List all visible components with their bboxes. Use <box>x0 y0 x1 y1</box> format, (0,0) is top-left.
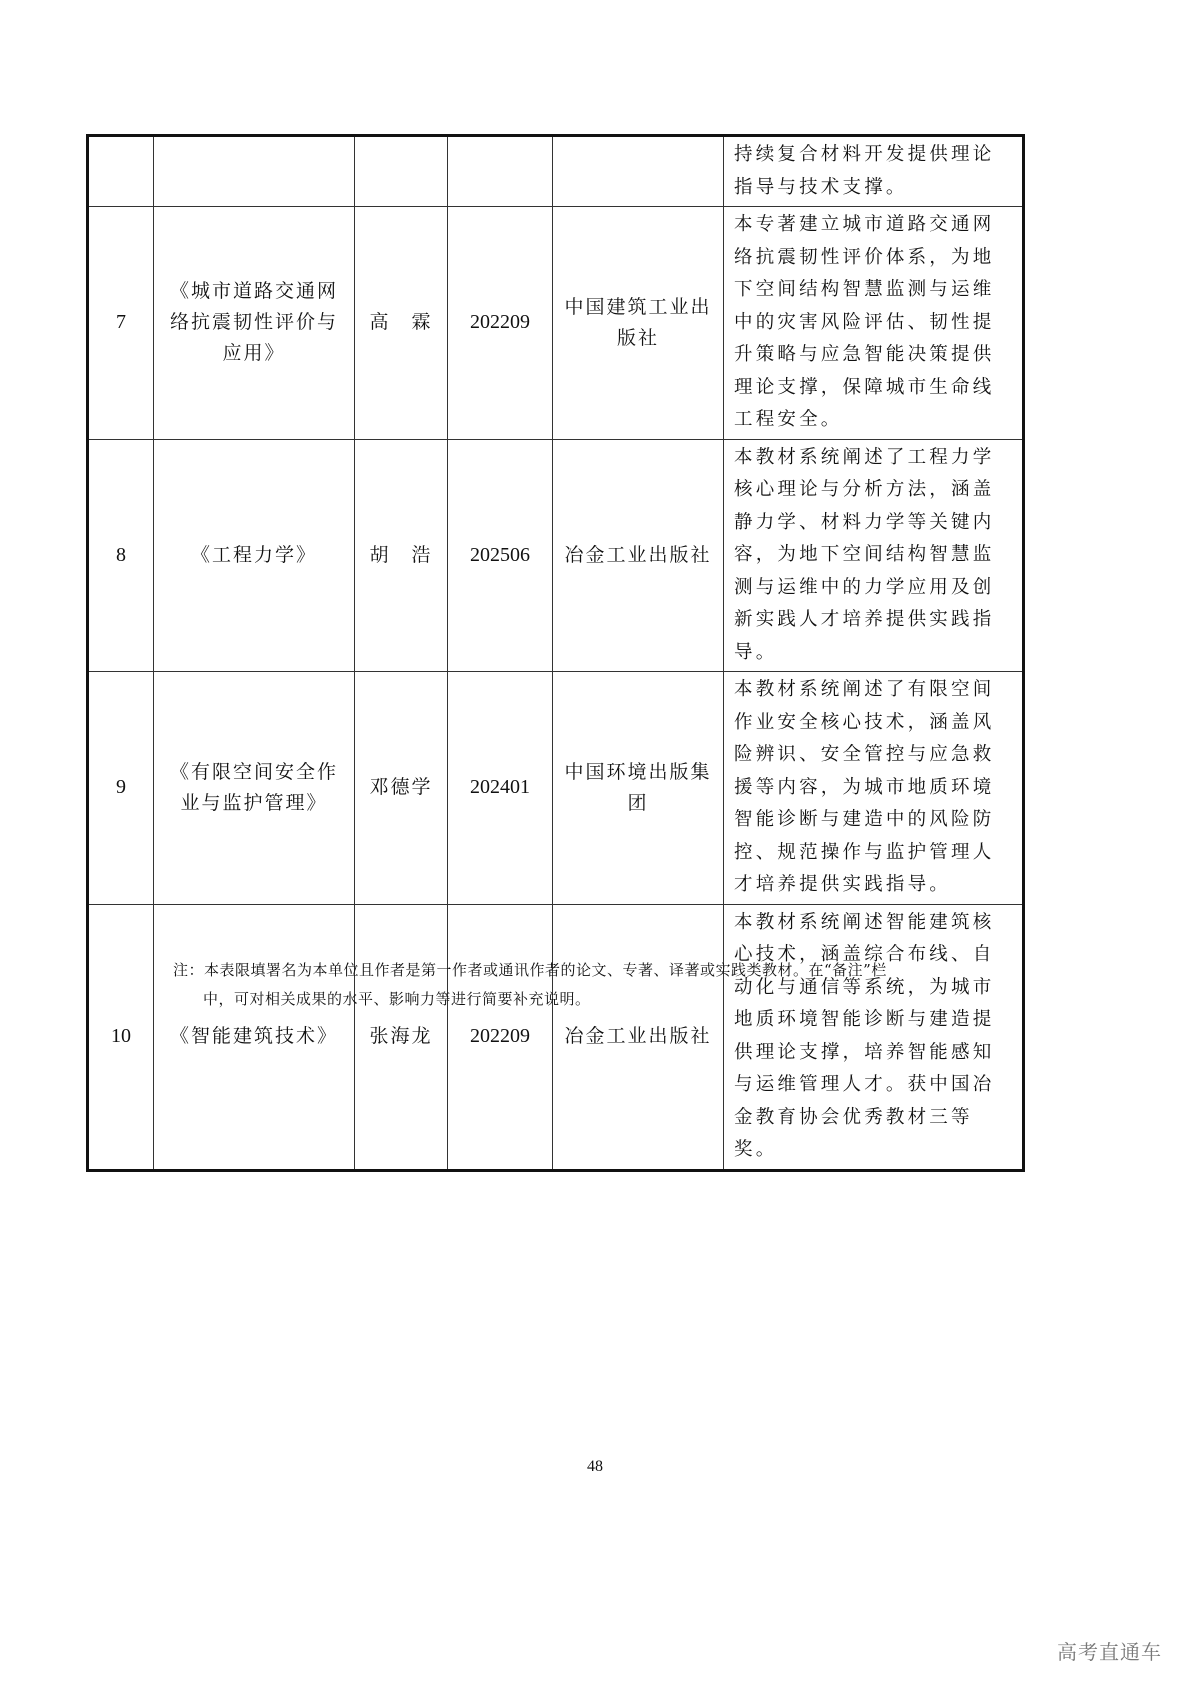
table-row <box>88 439 1024 672</box>
publish-date: 202209 <box>448 207 553 440</box>
row-number: 9 <box>88 672 154 905</box>
author <box>355 136 448 207</box>
author: 胡 浩 <box>355 439 448 672</box>
remarks: 本教材系统阐述了工程力学核心理论与分析方法，涵盖静力学、材料力学等关键内容，为地下空间结构智慧监测与运维中的力学应用及创新实践人才培养提供实践指导。 <box>724 439 1024 672</box>
book-title: 《智能建筑技术》 <box>154 904 355 1170</box>
publish-date <box>448 136 553 207</box>
book-title: 《工程力学》 <box>154 439 355 672</box>
page-number: 48 <box>587 1458 603 1475</box>
author: 张海龙 <box>355 904 448 1170</box>
book-title: 《有限空间安全作业与监护管理》 <box>154 672 355 905</box>
row-number: 7 <box>88 207 154 440</box>
remarks: 持续复合材料开发提供理论指导与技术支撑。 <box>724 136 1024 207</box>
publisher: 中国环境出版集团 <box>553 672 724 905</box>
publisher: 冶金工业出版社 <box>553 904 724 1170</box>
author: 邓德学 <box>355 672 448 905</box>
remarks: 本专著建立城市道路交通网络抗震韧性评价体系，为地下空间结构智慧监测与运维中的灾害风险评估、韧性提升策略与应急智能决策提供理论支撑，保障城市生命线工程安全。 <box>724 207 1024 440</box>
row-number: 8 <box>88 439 154 672</box>
row-number: 10 <box>88 904 154 1170</box>
book-title: 《城市道路交通网络抗震韧性评价与应用》 <box>154 207 355 440</box>
author: 高 霖 <box>355 207 448 440</box>
remarks: 本教材系统阐述了有限空间作业安全核心技术，涵盖风险辨识、安全管控与应急救援等内容，为城市地质环境智能诊断与建造中的风险防控、规范操作与监护管理人才培养提供实践指导。 <box>724 672 1024 905</box>
publish-date: 202401 <box>448 672 553 905</box>
footnote-line-2: 中，可对相关成果的水平、影响力等进行简要补充说明。 <box>203 990 591 1008</box>
row-number <box>88 136 154 207</box>
book-title <box>154 136 355 207</box>
table-row <box>88 207 1024 440</box>
publisher: 冶金工业出版社 <box>553 439 724 672</box>
publisher: 中国建筑工业出版社 <box>553 207 724 440</box>
watermark-logo-text: 高考直通车 <box>1057 1640 1162 1664</box>
remarks: 本教材系统阐述智能建筑核心技术，涵盖综合布线、自动化与通信等系统，为城市地质环境智能诊断与建造提供理论支撑，培养智能感知与运维管理人才。获中国冶金教育协会优秀教材三等奖。 <box>724 904 1024 1170</box>
table-row <box>88 672 1024 905</box>
table-row <box>88 136 1024 207</box>
achievements-table <box>86 134 1025 1172</box>
table-row <box>88 904 1024 1170</box>
publish-date: 202209 <box>448 904 553 1170</box>
publisher <box>553 136 724 207</box>
publish-date: 202506 <box>448 439 553 672</box>
table-footnote <box>173 956 887 1014</box>
footnote-line-1: 注：本表限填署名为本单位且作者是第一作者或通讯作者的论文、专著、译著或实践类教材。在“备注”栏 <box>173 961 887 979</box>
